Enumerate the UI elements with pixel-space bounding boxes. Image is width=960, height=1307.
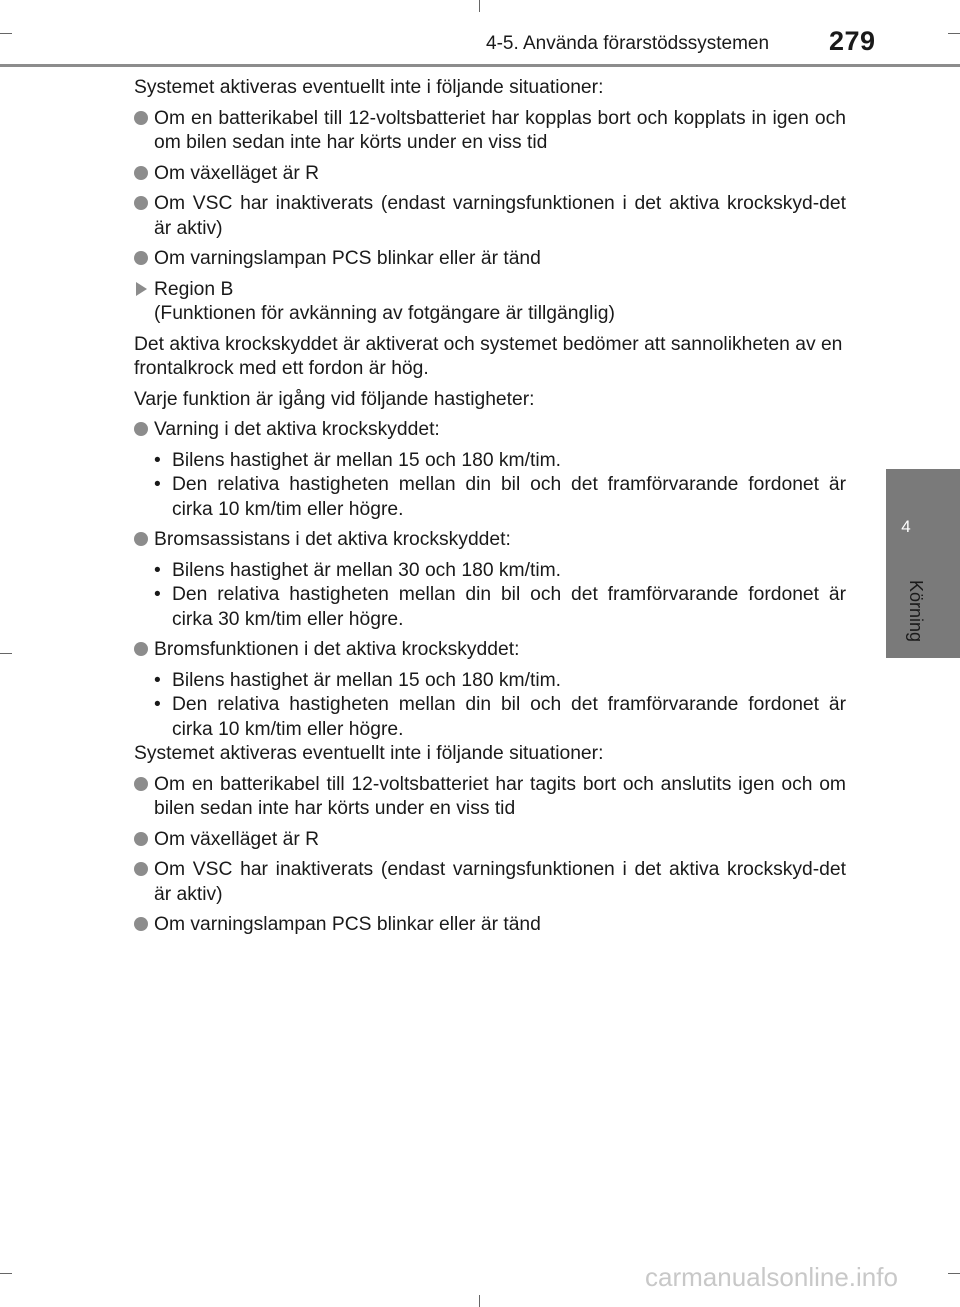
crop-mark	[0, 33, 12, 34]
list-item-text: Varning i det aktiva krockskyddet:	[154, 419, 440, 440]
crop-mark	[948, 33, 960, 34]
list-item-text: Om varningslampan PCS blinkar eller är tänd	[154, 248, 541, 269]
list-item-text: Om varningslampan PCS blinkar eller är tänd	[154, 914, 541, 935]
paragraph: Det aktiva krockskyddet är aktiverat och systemet bedömer att sannolikheten av en frontalkrock med ett fordon är hög.	[134, 333, 843, 379]
sub-list-item	[134, 449, 846, 474]
list-item-text: Om VSC har inaktiverats (endast varningsfunktionen i det aktiva krockskyd-det är aktiv)	[154, 859, 846, 905]
region-heading	[134, 278, 846, 327]
sub-list-item-text: Den relativa hastigheten mellan din bil och det framförvarande fordonet är cirka 10 km/tim eller högre.	[172, 694, 846, 740]
list-item-text: Om en batterikabel till 12-voltsbatteriet har tagits bort och anslutits igen och om bilen sedan inte har körts under en viss tid	[154, 773, 846, 819]
list-item	[134, 418, 846, 443]
crop-mark	[948, 1273, 960, 1274]
bullet-dot-icon	[134, 196, 148, 210]
sub-bullet: •	[154, 449, 161, 471]
bullet-dot-icon	[134, 777, 148, 791]
sub-list-item	[134, 693, 846, 742]
paragraph: Systemet aktiveras eventuellt inte i följande situationer:	[134, 77, 604, 98]
bullet-dot-icon	[134, 422, 148, 436]
crop-mark	[479, 1295, 480, 1307]
sub-list-item	[134, 583, 846, 632]
list-item	[134, 528, 846, 553]
list-item-text: Om växelläget är R	[154, 162, 320, 184]
sub-list-item	[134, 669, 846, 694]
region-note: (Funktionen för avkänning av fotgängare är tillgänglig)	[154, 303, 615, 324]
sub-list-item-text: Bilens hastighet är mellan 30 och 180 km/tim.	[172, 559, 562, 581]
watermark: carmanualsonline.info	[645, 1262, 898, 1292]
sub-list-item-text: Den relativa hastigheten mellan din bil och det framförvarande fordonet är cirka 10 km/tim eller högre.	[172, 474, 846, 520]
triangle-pointer-icon	[136, 282, 147, 296]
paragraph: Systemet aktiveras eventuellt inte i följande situationer:	[134, 743, 604, 764]
sub-list	[134, 559, 846, 633]
page-content	[134, 76, 846, 944]
region-title: Region B	[154, 278, 234, 300]
bullet-dot-icon	[134, 862, 148, 876]
crop-mark	[0, 1273, 12, 1274]
section-title: 4-5. Använda förarstödssystemen	[486, 33, 770, 54]
sub-bullet: •	[154, 669, 161, 691]
crop-mark	[0, 653, 12, 654]
sub-bullet: •	[154, 559, 161, 581]
list-item-text: Om växelläget är R	[154, 828, 320, 850]
bullet-dot-icon	[134, 111, 148, 125]
list-item-text: Om en batterikabel till 12-voltsbatteriet har kopplas bort och kopplats in igen och om bilen sedan inte har körts under en viss tid	[154, 107, 846, 153]
sub-list-item-text: Bilens hastighet är mellan 15 och 180 km/tim.	[172, 669, 562, 691]
sub-list-item	[134, 473, 846, 522]
sub-list-item-text: Bilens hastighet är mellan 15 och 180 km/tim.	[172, 449, 562, 471]
list-item	[134, 247, 846, 272]
sub-bullet: •	[154, 694, 161, 715]
list-item	[134, 107, 846, 156]
bullet-dot-icon	[134, 251, 148, 265]
list-item	[134, 638, 846, 663]
bullet-dot-icon	[134, 532, 148, 546]
list-item-text: Om VSC har inaktiverats (endast varningsfunktionen i det aktiva krockskyd-det är aktiv)	[154, 193, 846, 239]
sub-list-item-text: Den relativa hastigheten mellan din bil och det framförvarande fordonet är cirka 30 km/tim eller högre.	[172, 584, 846, 630]
list-item-text: Bromsassistans i det aktiva krockskyddet:	[154, 529, 511, 550]
list-item-text: Bromsfunktionen i det aktiva krockskyddet:	[154, 639, 520, 660]
sub-list-item	[134, 559, 846, 584]
list-item	[134, 192, 846, 241]
bullet-dot-icon	[134, 642, 148, 656]
chapter-label: Körning	[906, 580, 926, 643]
chapter-number: 4	[901, 517, 911, 536]
list-item	[134, 773, 846, 822]
list-item	[134, 858, 846, 907]
list-item	[134, 828, 846, 853]
sub-list	[134, 449, 846, 523]
paragraph: Varje funktion är igång vid följande hastigheter:	[134, 388, 535, 410]
list-item	[134, 162, 846, 187]
sub-bullet: •	[154, 474, 161, 495]
bullet-dot-icon	[134, 832, 148, 846]
header-rule	[0, 64, 960, 67]
bullet-dot-icon	[134, 166, 148, 180]
sub-bullet: •	[154, 584, 161, 605]
sub-list	[134, 669, 846, 743]
page-number: 279	[829, 26, 876, 56]
list-item	[134, 913, 846, 938]
crop-mark	[479, 0, 480, 12]
bullet-dot-icon	[134, 917, 148, 931]
